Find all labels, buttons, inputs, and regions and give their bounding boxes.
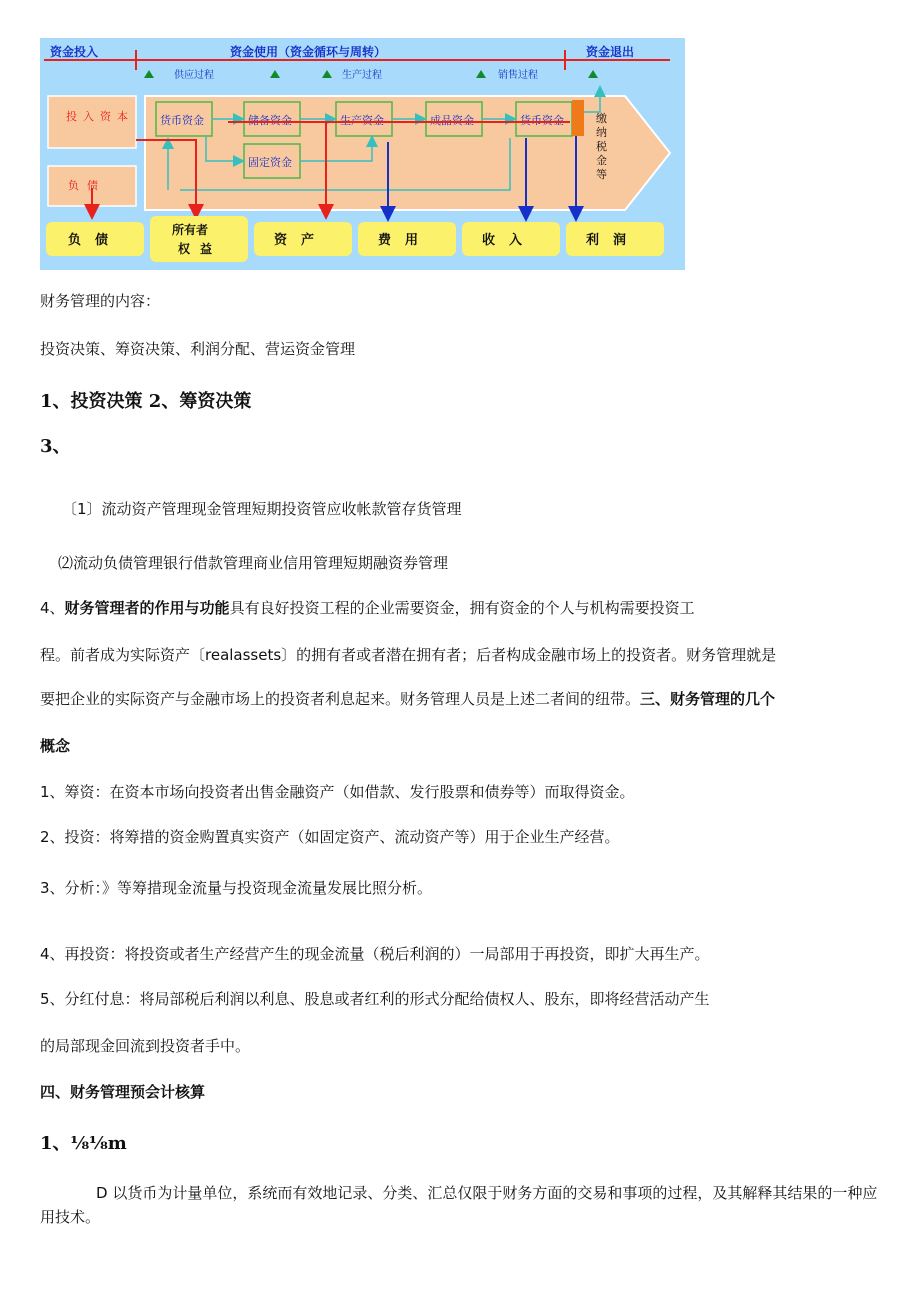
cycle-box-4 <box>426 102 482 136</box>
bottom-box-expenses <box>358 222 456 256</box>
bottom-box-assets <box>254 222 352 256</box>
bottom-box-revenue <box>462 222 560 256</box>
svg-text:负债: 负债 <box>68 233 123 248</box>
tax-label: 缴纳税金等 <box>596 112 607 181</box>
fund-flow-diagram <box>40 38 685 270</box>
banner-middle: 资金使用（资金循环与周转） <box>230 45 387 59</box>
svg-text:收入: 收入 <box>482 233 537 248</box>
role-number: 4、 <box>40 599 65 617</box>
svg-text:固定资金: 固定资金 <box>248 156 292 169</box>
concept-4: 4、再投资：将投资或者生产经营产生的现金流量（税后利润的）一局部用于再投资，即扩大再生产。 <box>40 945 710 963</box>
svg-text:货币资金: 货币资金 <box>520 114 564 127</box>
concept-3: 3、分析：》等筹措现金流量与投资现金流量发展比照分析。 <box>40 879 433 897</box>
tax-marker <box>572 100 584 136</box>
svg-text:货币资金: 货币资金 <box>160 114 204 127</box>
concept-5-end: 的局部现金回流到投资者手中。 <box>40 1037 251 1055</box>
role-heading: 财务管理者的作用与功能 <box>64 599 230 617</box>
item-3: 3、 <box>40 436 71 457</box>
section-4-heading: 四、财务管理预会计核算 <box>40 1083 206 1101</box>
role-text: 具有良好投资工程的企业需要资金，拥有资金的个人与机构需要投资工 <box>229 599 695 617</box>
svg-text:生产资金: 生产资金 <box>340 114 384 127</box>
contents-heading: 财务管理的内容： <box>40 292 161 310</box>
bottom-box-profit <box>566 222 664 256</box>
bottom-box-equity <box>150 216 248 262</box>
role-paragraph-line-3 <box>40 688 775 710</box>
banner-left: 资金投入 <box>50 45 99 59</box>
cycle-box-3 <box>336 102 392 136</box>
cycle-box-2 <box>244 102 300 136</box>
svg-text:成品资金: 成品资金 <box>430 114 474 127</box>
concept-2: 2、投资：将筹措的资金购置真实资产（如固定资产、流动资产等）用于企业生产经营。 <box>40 828 620 846</box>
source-debt-label: 负债 <box>68 179 106 192</box>
stage-sales: 销售过程 <box>498 70 538 81</box>
concept-5: 5、分红付息：将局部税后利润以利息、股息或者红利的形式分配给债权人、股东，即将经营活动产生 <box>40 990 710 1008</box>
item-1-2: 1、投资决策 2、筹资决策 <box>40 391 252 412</box>
source-capital-label: 投入资本 <box>66 110 134 123</box>
stage-supply: 供应过程 <box>174 70 214 81</box>
role-text-end: 要把企业的实际资产与金融市场上的投资者利息起来。财务管理人员是上述二者间的纽带。 <box>40 690 641 708</box>
concept-1: 1、筹资：在资本市场向投资者出售金融资产（如借款、发行股票和债券等）而取得资金。 <box>40 783 635 801</box>
cycle-box-5 <box>516 102 572 136</box>
section-4-item-1: 1、⅛⅛m <box>40 1133 127 1154</box>
cycle-arrow <box>145 96 670 210</box>
sub-item-2: ⑵流动负债管理银行借款管理商业信用管理短期融资券管理 <box>58 554 449 572</box>
contents-list: 投资决策、筹资决策、利润分配、营运资金管理 <box>40 340 356 358</box>
role-paragraph-line-1 <box>40 597 695 619</box>
fixed-fund-box <box>244 144 300 178</box>
svg-text:资产: 资产 <box>274 233 329 248</box>
svg-text:权益: 权益 <box>178 242 223 256</box>
cycle-box-1 <box>156 102 212 136</box>
svg-text:利润: 利润 <box>586 233 641 248</box>
sub-item-1: 〔1〕流动资产管理现金管理短期投资管应收帐款管存货管理 <box>62 500 462 518</box>
svg-text:储备资金: 储备资金 <box>248 114 292 127</box>
stage-production: 生产过程 <box>342 70 382 81</box>
svg-text:所有者: 所有者 <box>172 223 209 237</box>
bottom-box-liabilities <box>46 222 144 256</box>
section-3-heading-end: 概念 <box>40 737 71 755</box>
banner-right: 资金退出 <box>586 45 635 59</box>
svg-text:费用: 费用 <box>378 233 433 248</box>
accounting-definition: D 以货币为计量单位，系统而有效地记录、分类、汇总仅限于财务方面的交易和事项的过程，及其解释其结果的一种应用技术。 <box>40 1184 878 1226</box>
role-paragraph-line-2: 程。前者成为实际资产〔realassets〕的拥有者或者潜在拥有者；后者构成金融市场上的投资者。财务管理就是 <box>40 646 777 664</box>
section-3-heading: 三、财务管理的几个 <box>640 690 776 708</box>
